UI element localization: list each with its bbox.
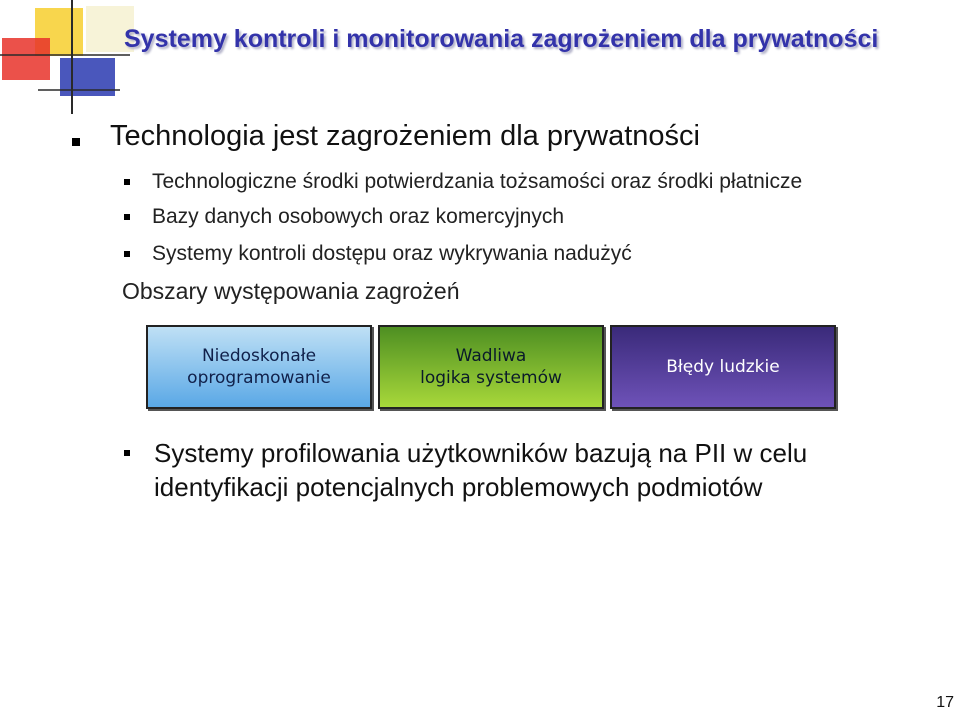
bullet-square-icon: [72, 138, 80, 146]
bullet-square-icon: [124, 214, 130, 220]
areas-heading: Obszary występowania zagrożeń: [122, 278, 460, 304]
sub-bullet-text: Technologiczne środki potwierdzania tożsamości oraz środki płatnicze: [152, 170, 803, 193]
area-box-label: Błędy ludzkie: [666, 357, 780, 377]
area-box-logic: [378, 325, 604, 409]
bullet-square-icon: [124, 450, 130, 456]
area-box-human-errors: [610, 325, 836, 409]
area-box-software: [146, 325, 372, 409]
slide-title: Systemy kontroli i monitorowania zagrożeniem dla prywatności: [124, 25, 879, 53]
bullet-square-icon: [124, 251, 130, 257]
profiling-bullet-text: Systemy profilowania użytkowników bazują na PII w celu identyfikacji potencjalnych problemowych podmiotów: [154, 438, 808, 502]
main-bullet-text: Technologia jest zagrożeniem dla prywatności: [110, 120, 700, 152]
decorative-logo-graphic: [0, 0, 140, 120]
bullet-square-icon: [124, 179, 130, 185]
area-box-label: Wadliwa logika systemów: [420, 346, 562, 388]
page-number: 17: [936, 694, 954, 711]
area-box-label: Niedoskonałe oprogramowanie: [187, 346, 331, 388]
sub-bullet-text: Bazy danych osobowych oraz komercyjnych: [152, 205, 565, 228]
sub-bullet-text: Systemy kontroli dostępu oraz wykrywania nadużyć: [152, 242, 632, 265]
